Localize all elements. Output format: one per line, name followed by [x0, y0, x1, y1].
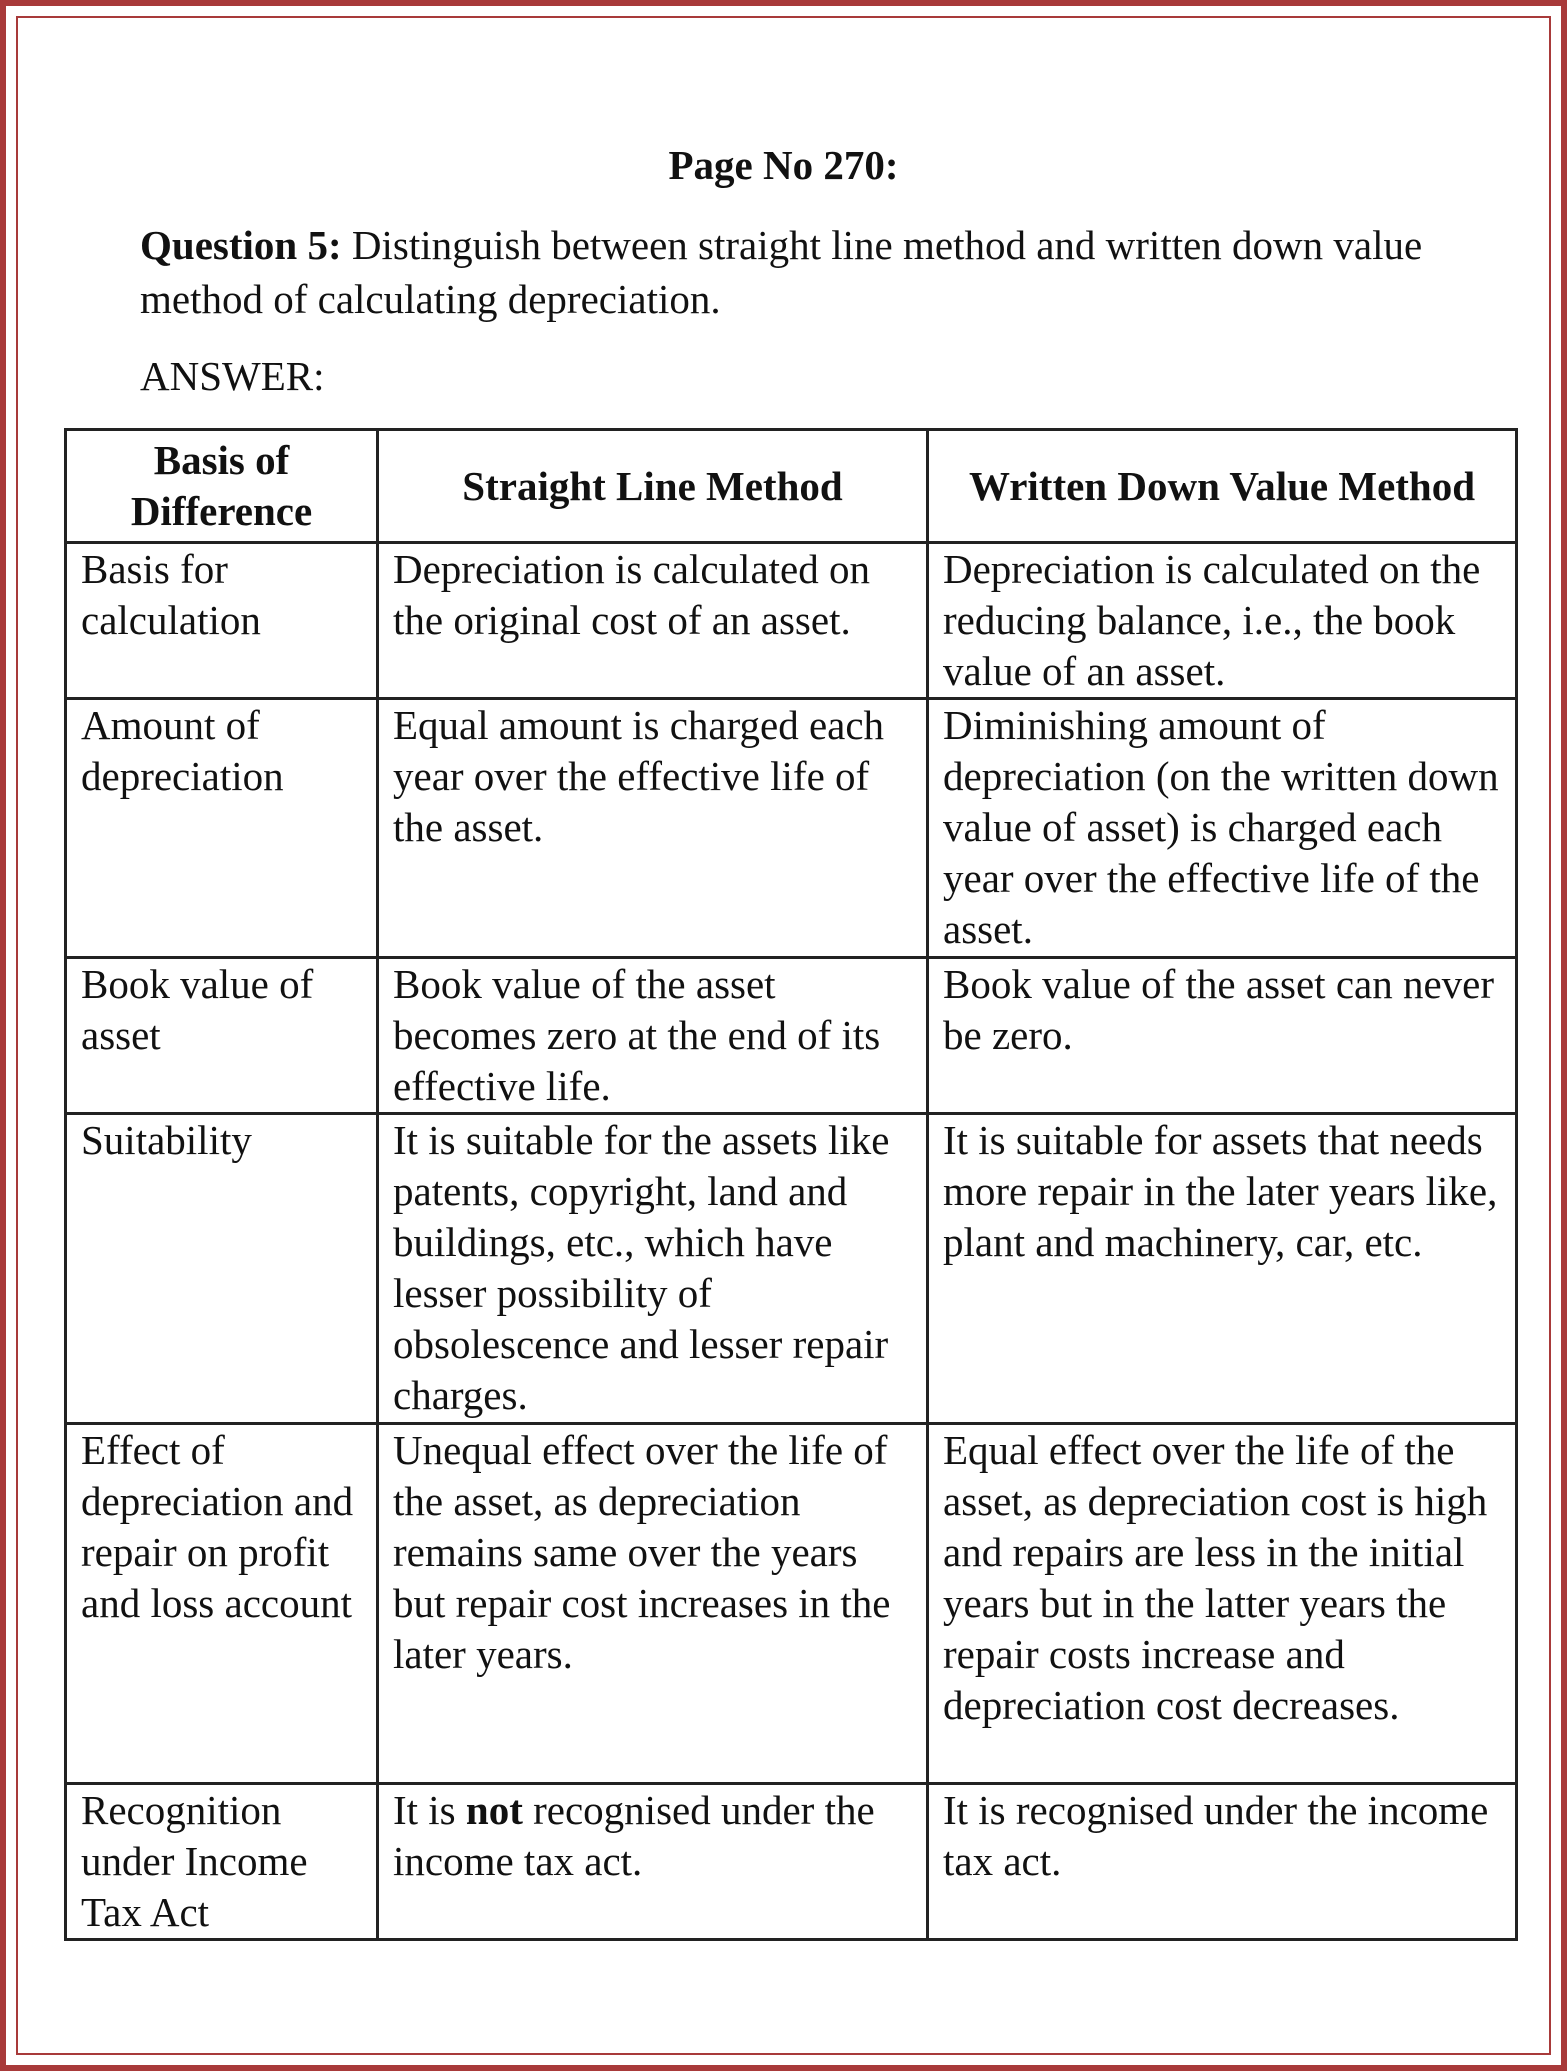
cell-slm: Depreciation is calculated on the original cost of an asset. [378, 543, 928, 699]
cell-basis: Recognition under Income Tax Act [66, 1784, 378, 1940]
table-header-row [66, 430, 1517, 543]
table-row [66, 699, 1517, 958]
answer-label: ANSWER: [140, 353, 325, 399]
page-title: Page No 270: [668, 142, 899, 188]
cell-wdv: It is suitable for assets that needs more repair in the later years like, plant and machinery, car, etc. [928, 1114, 1517, 1424]
slm-text-bold: not [465, 1787, 523, 1833]
question-label: Question 5: [140, 222, 342, 268]
header-basis: Basis of Difference [66, 430, 378, 543]
cell-basis: Basis for calculation [66, 543, 378, 699]
cell-wdv: It is recognised under the income tax act. [928, 1784, 1517, 1940]
comparison-table [64, 428, 1518, 1941]
slm-text-pre: It is [393, 1787, 456, 1833]
header-slm: Straight Line Method [378, 430, 928, 543]
cell-basis: Suitability [66, 1114, 378, 1424]
slm-text-post: recognised under the income tax act. [393, 1787, 875, 1884]
table-row [66, 543, 1517, 699]
cell-wdv: Depreciation is calculated on the reducing balance, i.e., the book value of an asset. [928, 543, 1517, 699]
cell-slm: Unequal effect over the life of the asset, as depreciation remains same over the years but repair cost increases in the later years. [378, 1424, 928, 1784]
cell-wdv: Diminishing amount of depreciation (on the written down value of asset) is charged each year over the effective life of the asset. [928, 699, 1517, 958]
cell-basis: Amount of depreciation [66, 699, 378, 958]
cell-slm: Book value of the asset becomes zero at the end of its effective life. [378, 958, 928, 1114]
table-row [66, 1424, 1517, 1784]
cell-slm: Equal amount is charged each year over the effective life of the asset. [378, 699, 928, 958]
cell-slm: It is suitable for the assets like patents, copyright, land and buildings, etc., which have lesser possibility of obsolescence and lesser repair charges. [378, 1114, 928, 1424]
table-row [66, 1784, 1517, 1940]
table-row [66, 1114, 1517, 1424]
cell-wdv: Book value of the asset can never be zero. [928, 958, 1517, 1114]
question [140, 218, 1460, 326]
cell-basis: Effect of depreciation and repair on profit and loss account [66, 1424, 378, 1784]
cell-wdv: Equal effect over the life of the asset, as depreciation cost is high and repairs are less in the initial years but in the latter years the repair costs increase and depreciation cost decreases. [928, 1424, 1517, 1784]
cell-slm [378, 1784, 928, 1940]
table-row [66, 958, 1517, 1114]
header-wdv: Written Down Value Method [928, 430, 1517, 543]
cell-basis: Book value of asset [66, 958, 378, 1114]
question-text: Distinguish between straight line method and written down value method of calculating depreciation. [140, 222, 1423, 322]
